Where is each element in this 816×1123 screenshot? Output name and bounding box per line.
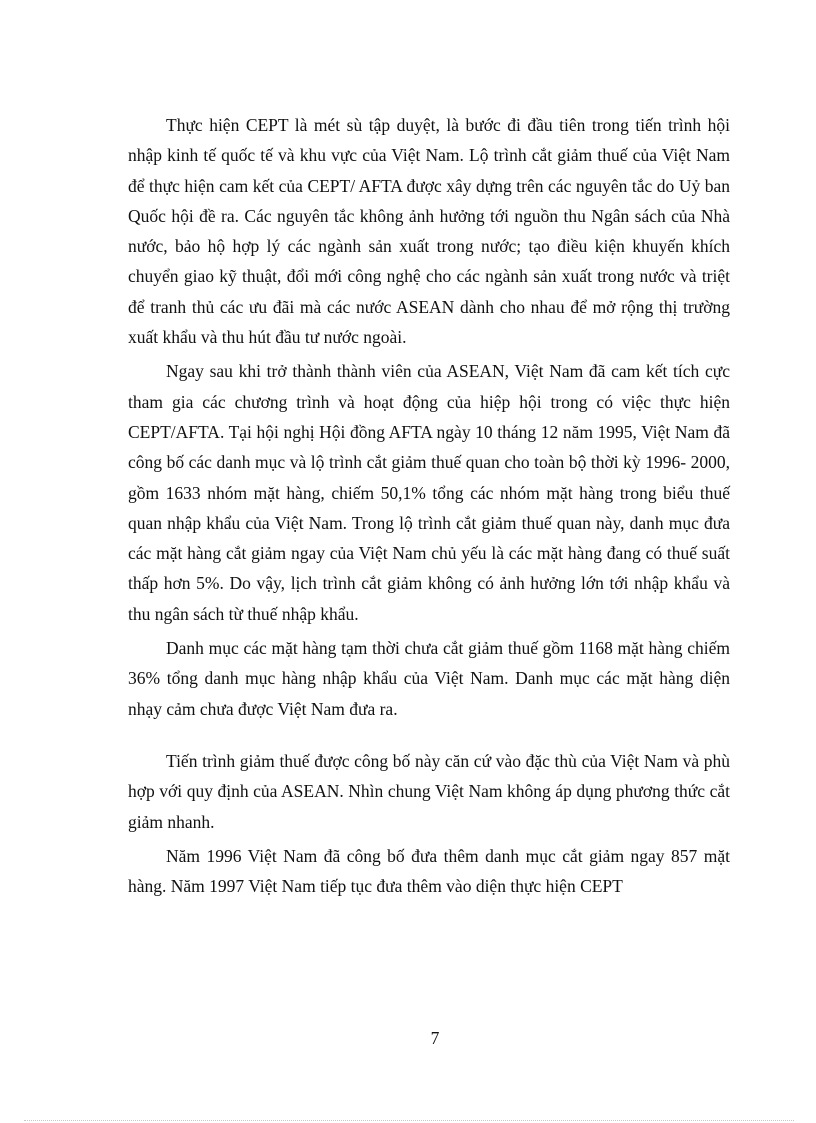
page-number: 7 xyxy=(430,1028,440,1048)
page-bottom-divider xyxy=(24,1120,794,1121)
paragraph-asean-commitment: Ngay sau khi trở thành thành viên của ASEAN, Việt Nam đã cam kết tích cực tham gia các chương trình và hoạt động của hiệp hội trong có việc thực hiện CEPT/AFTA. Tại hội nghị Hội đồng AFTA ngày 10 tháng 12 năm 1995, Việt Nam đã công bố các danh mục và lộ trình cắt giảm thuế quan cho toàn bộ thời kỳ 1996- 2000, gồm 1633 nhóm mặt hàng, chiếm 50,1% tổng các nhóm mặt hàng trong biểu thuế quan nhập khẩu của Việt Nam. Trong lộ trình cắt giảm thuế quan này, danh mục đưa các mặt hàng cắt giảm ngay của Việt Nam chủ yếu là các mặt hàng đang có thuế suất thấp hơn 5%. Do vậy, lịch trình cắt giảm không có ảnh hưởng lớn tới nhập khẩu và thu ngân sách từ thuế nhập khẩu. xyxy=(128,361,730,624)
paragraph-1996-list: Năm 1996 Việt Nam đã công bố đưa thêm danh mục cắt giảm ngay 857 mặt hàng. Năm 1997 Việt Nam tiếp tục đưa thêm vào diện thực hiện CEPT xyxy=(128,845,730,897)
paragraph-cept-implementation: Thực hiện CEPT là mét sù tập duyệt, là bước đi đầu tiên trong tiến trình hội nhập kinh tế quốc tế và khu vực của Việt Nam. Lộ trình cắt giảm thuế của Việt Nam để thực hiện cam kết của CEPT/ AFTA được xây dựng trên các nguyên tắc do Uỷ ban Quốc hội đề ra. Các nguyên tắc không ảnh hưởng tới nguồn thu Ngân sách của Nhà nước, bảo hộ hợp lý các ngành sản xuất trong nước; tạo điều kiện khuyến khích chuyển giao kỹ thuật, đổi mới công nghệ cho các ngành sản xuất trong nước và triệt để tranh thủ các ưu đãi mà các nước ASEAN dành cho nhau để mở rộng thị trường xuất khẩu và thu hút đầu tư nước ngoài. xyxy=(128,115,730,348)
paragraph-tariff-schedule: Tiến trình giảm thuế được công bố này căn cứ vào đặc thù của Việt Nam và phù hợp với quy định của ASEAN. Nhìn chung Việt Nam không áp dụng phương thức cắt giảm nhanh. xyxy=(128,750,730,832)
body-text xyxy=(128,110,730,905)
paragraph-temporary-exclusion: Danh mục các mặt hàng tạm thời chưa cắt giảm thuế gồm 1168 mặt hàng chiếm 36% tổng danh mục hàng nhập khẩu của Việt Nam. Danh mục các mặt hàng diện nhạy cảm chưa được Việt Nam đưa ra. xyxy=(128,638,730,719)
